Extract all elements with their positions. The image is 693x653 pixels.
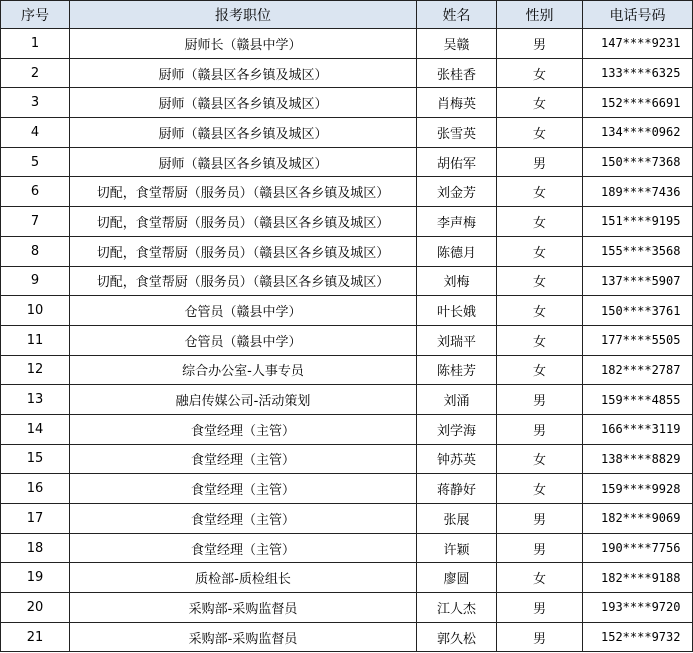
table-row (1, 88, 693, 118)
cell-position: 仓管员（赣县中学） (70, 296, 417, 326)
cell-phone: 137****5907 (583, 266, 693, 296)
cell-position: 采购部-采购监督员 (70, 593, 417, 623)
table-row (1, 147, 693, 177)
cell-phone: 147****9231 (583, 29, 693, 59)
cell-name: 李声梅 (417, 207, 497, 237)
cell-position: 食堂经理（主管） (70, 444, 417, 474)
cell-name: 钟苏英 (417, 444, 497, 474)
cell-gender: 女 (497, 118, 583, 148)
cell-position: 厨师长（赣县中学） (70, 29, 417, 59)
cell-phone: 177****5505 (583, 325, 693, 355)
cell-phone: 182****9188 (583, 563, 693, 593)
table-row (1, 563, 693, 593)
header-no: 序号 (1, 1, 70, 29)
cell-gender: 女 (497, 236, 583, 266)
table-row (1, 474, 693, 504)
table-row (1, 177, 693, 207)
cell-no: 21 (1, 622, 70, 652)
cell-phone: 182****9069 (583, 504, 693, 534)
cell-gender: 女 (497, 88, 583, 118)
cell-position: 切配，食堂帮厨（服务员）（赣县区各乡镇及城区） (70, 236, 417, 266)
cell-gender: 女 (497, 266, 583, 296)
cell-phone: 182****2787 (583, 355, 693, 385)
cell-name: 廖圆 (417, 563, 497, 593)
header-row (1, 1, 693, 29)
table-body (1, 29, 693, 652)
cell-phone: 159****9928 (583, 474, 693, 504)
cell-gender: 男 (497, 29, 583, 59)
cell-position: 采购部-采购监督员 (70, 622, 417, 652)
cell-phone: 189****7436 (583, 177, 693, 207)
cell-name: 许颖 (417, 533, 497, 563)
cell-no: 5 (1, 147, 70, 177)
table-row (1, 325, 693, 355)
cell-gender: 男 (497, 593, 583, 623)
cell-no: 9 (1, 266, 70, 296)
cell-no: 15 (1, 444, 70, 474)
cell-no: 20 (1, 593, 70, 623)
cell-name: 胡佑军 (417, 147, 497, 177)
cell-name: 张雪英 (417, 118, 497, 148)
cell-no: 18 (1, 533, 70, 563)
cell-name: 陈德月 (417, 236, 497, 266)
cell-position: 厨师（赣县区各乡镇及城区） (70, 88, 417, 118)
cell-name: 叶长娥 (417, 296, 497, 326)
cell-no: 17 (1, 504, 70, 534)
cell-name: 刘梅 (417, 266, 497, 296)
cell-phone: 152****6691 (583, 88, 693, 118)
cell-gender: 女 (497, 58, 583, 88)
cell-phone: 155****3568 (583, 236, 693, 266)
cell-no: 3 (1, 88, 70, 118)
cell-name: 刘瑞平 (417, 325, 497, 355)
cell-phone: 133****6325 (583, 58, 693, 88)
cell-position: 厨师（赣县区各乡镇及城区） (70, 147, 417, 177)
cell-gender: 男 (497, 533, 583, 563)
cell-gender: 女 (497, 207, 583, 237)
cell-position: 质检部-质检组长 (70, 563, 417, 593)
header-gender: 性别 (497, 1, 583, 29)
cell-name: 郭久松 (417, 622, 497, 652)
cell-gender: 女 (497, 325, 583, 355)
cell-phone: 151****9195 (583, 207, 693, 237)
cell-no: 4 (1, 118, 70, 148)
cell-no: 7 (1, 207, 70, 237)
cell-phone: 190****7756 (583, 533, 693, 563)
cell-gender: 男 (497, 504, 583, 534)
table-row (1, 533, 693, 563)
cell-position: 厨师（赣县区各乡镇及城区） (70, 118, 417, 148)
cell-phone: 134****0962 (583, 118, 693, 148)
table-row (1, 444, 693, 474)
cell-name: 刘金芳 (417, 177, 497, 207)
cell-phone: 152****9732 (583, 622, 693, 652)
cell-name: 江人杰 (417, 593, 497, 623)
cell-phone: 166****3119 (583, 414, 693, 444)
cell-phone: 150****7368 (583, 147, 693, 177)
table-row (1, 296, 693, 326)
cell-name: 张展 (417, 504, 497, 534)
cell-position: 仓管员（赣县中学） (70, 325, 417, 355)
cell-position: 厨师（赣县区各乡镇及城区） (70, 58, 417, 88)
cell-phone: 159****4855 (583, 385, 693, 415)
cell-no: 12 (1, 355, 70, 385)
cell-position: 食堂经理（主管） (70, 414, 417, 444)
table-row (1, 266, 693, 296)
cell-gender: 女 (497, 474, 583, 504)
cell-no: 14 (1, 414, 70, 444)
cell-position: 食堂经理（主管） (70, 474, 417, 504)
cell-position: 切配，食堂帮厨（服务员）（赣县区各乡镇及城区） (70, 177, 417, 207)
cell-gender: 女 (497, 444, 583, 474)
cell-no: 1 (1, 29, 70, 59)
cell-no: 2 (1, 58, 70, 88)
cell-no: 10 (1, 296, 70, 326)
cell-no: 8 (1, 236, 70, 266)
cell-gender: 女 (497, 563, 583, 593)
header-position: 报考职位 (70, 1, 417, 29)
cell-phone: 150****3761 (583, 296, 693, 326)
cell-no: 11 (1, 325, 70, 355)
cell-name: 吴赣 (417, 29, 497, 59)
cell-position: 综合办公室-人事专员 (70, 355, 417, 385)
table-row (1, 58, 693, 88)
cell-gender: 女 (497, 177, 583, 207)
cell-name: 张桂香 (417, 58, 497, 88)
cell-gender: 男 (497, 622, 583, 652)
cell-gender: 男 (497, 414, 583, 444)
cell-name: 刘学海 (417, 414, 497, 444)
header-phone: 电话号码 (583, 1, 693, 29)
cell-name: 肖梅英 (417, 88, 497, 118)
table-row (1, 355, 693, 385)
cell-no: 19 (1, 563, 70, 593)
cell-phone: 193****9720 (583, 593, 693, 623)
cell-position: 食堂经理（主管） (70, 533, 417, 563)
table-row (1, 29, 693, 59)
table-row (1, 414, 693, 444)
cell-gender: 女 (497, 296, 583, 326)
table-row (1, 504, 693, 534)
cell-position: 切配，食堂帮厨（服务员）（赣县区各乡镇及城区） (70, 207, 417, 237)
cell-name: 刘涌 (417, 385, 497, 415)
table-row (1, 622, 693, 652)
table-row (1, 236, 693, 266)
cell-gender: 男 (497, 385, 583, 415)
cell-phone: 138****8829 (583, 444, 693, 474)
cell-no: 16 (1, 474, 70, 504)
cell-position: 切配，食堂帮厨（服务员）（赣县区各乡镇及城区） (70, 266, 417, 296)
cell-name: 陈桂芳 (417, 355, 497, 385)
cell-name: 蒋静好 (417, 474, 497, 504)
cell-no: 13 (1, 385, 70, 415)
cell-position: 食堂经理（主管） (70, 504, 417, 534)
table-row (1, 593, 693, 623)
table-row (1, 118, 693, 148)
cell-gender: 男 (497, 147, 583, 177)
cell-no: 6 (1, 177, 70, 207)
table-row (1, 385, 693, 415)
cell-gender: 女 (497, 355, 583, 385)
cell-position: 融启传媒公司-活动策划 (70, 385, 417, 415)
header-name: 姓名 (417, 1, 497, 29)
table-row (1, 207, 693, 237)
